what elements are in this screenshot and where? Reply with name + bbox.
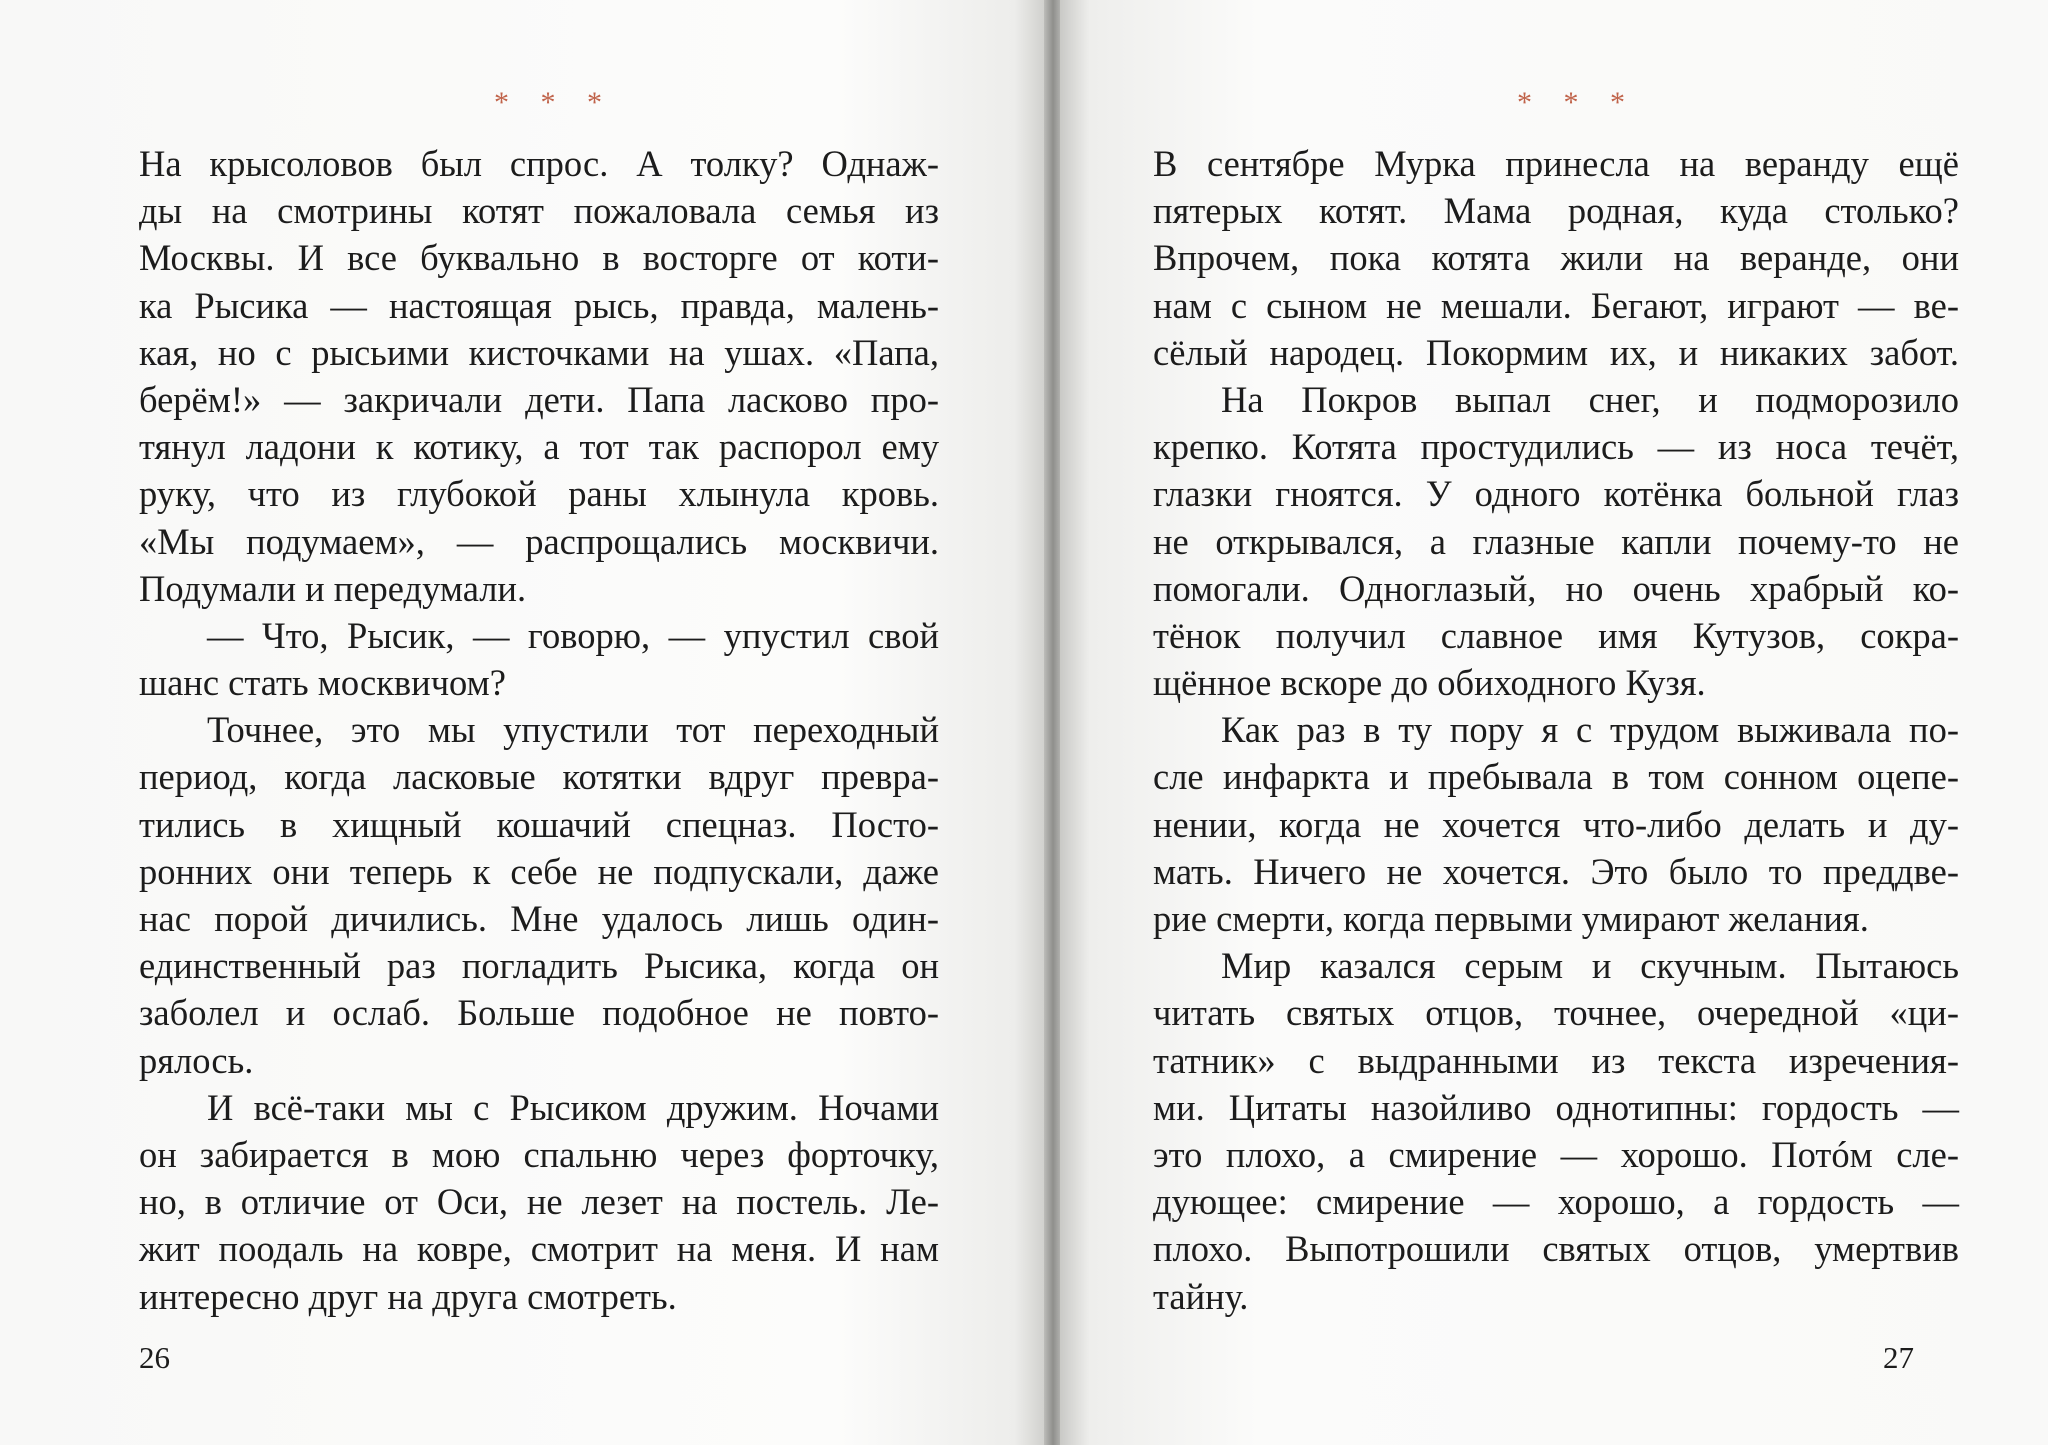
- text-line: интересно друг на друга смотреть.: [139, 1275, 677, 1317]
- text-line: тились в хищный кошачий спецназ. Посто-: [139, 803, 939, 845]
- page-number: 27: [1883, 1340, 1914, 1375]
- text-line: «Мы подумаем», — распрощались москвичи.: [139, 520, 939, 562]
- text-line: татник» с выдранными из текста изречения-: [1153, 1039, 1959, 1081]
- text-line: тянул ладони к котику, а тот так распорол ему: [139, 426, 939, 468]
- text-line: сёлый народец. Покормим их, и никаких забот.: [1153, 331, 1959, 373]
- text-line: единственный раз погладить Рысика, когда он: [139, 945, 939, 987]
- text-line: Москвы. И все буквально в восторге от коти-: [139, 237, 939, 279]
- text-line: Точнее, это мы упустили тот переходный: [207, 709, 939, 751]
- text-line: ка Рысика — настоящая рысь, правда, малень-: [139, 284, 939, 326]
- text-line: заболел и ослаб. Больше подобное не повто-: [139, 992, 939, 1034]
- text-line: Впрочем, пока котята жили на веранде, они: [1153, 237, 1959, 279]
- text-line: читать святых отцов, точнее, очередной «ци-: [1153, 992, 1959, 1034]
- text-line: рялось.: [139, 1039, 254, 1081]
- text-line: сле инфаркта и пребывала в том сонном оцепе-: [1153, 756, 1959, 798]
- section-ornament: * * *: [1517, 86, 1637, 119]
- text-line: плохо. Выпотрошили святых отцов, умертвив: [1153, 1228, 1959, 1270]
- text-line: нам с сыном не мешали. Бегают, играют — ве-: [1153, 284, 1959, 326]
- text-line: На Покров выпал снег, и подморозило: [1221, 378, 1959, 420]
- text-line: пятерых котят. Мама родная, куда столько?: [1153, 190, 1959, 232]
- text-line: Мир казался серым и скучным. Пытаюсь: [1221, 945, 1959, 987]
- text-line: берём!» — закричали дети. Папа ласково про-: [139, 378, 939, 420]
- text-line: помогали. Одноглазый, но очень храбрый ко-: [1153, 567, 1959, 609]
- text-line: ми. Цитаты назойливо однотипны: гордость —: [1153, 1086, 1959, 1128]
- text-line: не открывался, а глазные капли почему-то не: [1153, 520, 1959, 562]
- text-line: нении, когда не хочется что-либо делать и ду-: [1153, 803, 1959, 845]
- text-line: рие смерти, когда первыми умирают желания.: [1153, 898, 1869, 939]
- text-line: он забирается в мою спальню через форточку,: [139, 1133, 939, 1175]
- text-line: ды на смотрины котят пожаловала семья из: [139, 190, 939, 232]
- text-line: тёнок получил славное имя Кутузов, сокра-: [1153, 614, 1959, 656]
- text-line: В сентябре Мурка принесла на веранду ещё: [1153, 143, 1959, 184]
- right-page: [1060, 0, 2048, 1445]
- text-line: жит поодаль на ковре, смотрит на меня. И нам: [139, 1228, 939, 1270]
- text-line: кая, но с рысьими кисточками на ушах. «Папа,: [139, 331, 939, 373]
- body-text: [1153, 140, 1959, 1320]
- text-line: — Что, Рысик, — говорю, — упустил свой: [207, 614, 939, 656]
- text-line: дующее: смирение — хорошо, а гордость —: [1153, 1181, 1959, 1223]
- text-line: мать. Ничего не хочется. Это было то преддве-: [1153, 850, 1959, 892]
- text-line: нас порой дичились. Мне удалось лишь один-: [139, 898, 939, 939]
- text-line: глазки гноятся. У одного котёнка больной глаз: [1153, 473, 1959, 515]
- section-ornament: * * *: [494, 86, 614, 119]
- text-line: период, когда ласковые котятки вдруг превра-: [139, 756, 939, 798]
- text-line: это плохо, а смирение — хорошо. Потóм сле-: [1153, 1133, 1959, 1175]
- text-line: руку, что из глубокой раны хлынула кровь.: [139, 473, 939, 515]
- text-line: тайну.: [1153, 1275, 1249, 1317]
- text-line: но, в отличие от Оси, не лезет на постель. Ле-: [139, 1181, 939, 1223]
- text-line: Как раз в ту пору я с трудом выживала по-: [1221, 709, 1959, 751]
- text-line: щённое вскоре до обиходного Кузя.: [1153, 662, 1706, 704]
- text-line: ронних они теперь к себе не подпускали, даже: [139, 850, 939, 892]
- text-line: крепко. Котята простудились — из носа течёт,: [1153, 426, 1959, 468]
- text-line: шанс стать москвичом?: [139, 662, 506, 704]
- text-line: И всё-таки мы с Рысиком дружим. Ночами: [207, 1086, 939, 1128]
- page-number: 26: [139, 1340, 170, 1375]
- body-text: [139, 140, 939, 1320]
- text-line: Подумали и передумали.: [139, 567, 527, 609]
- text-line: На крысоловов был спрос. А толку? Однаж-: [139, 143, 939, 184]
